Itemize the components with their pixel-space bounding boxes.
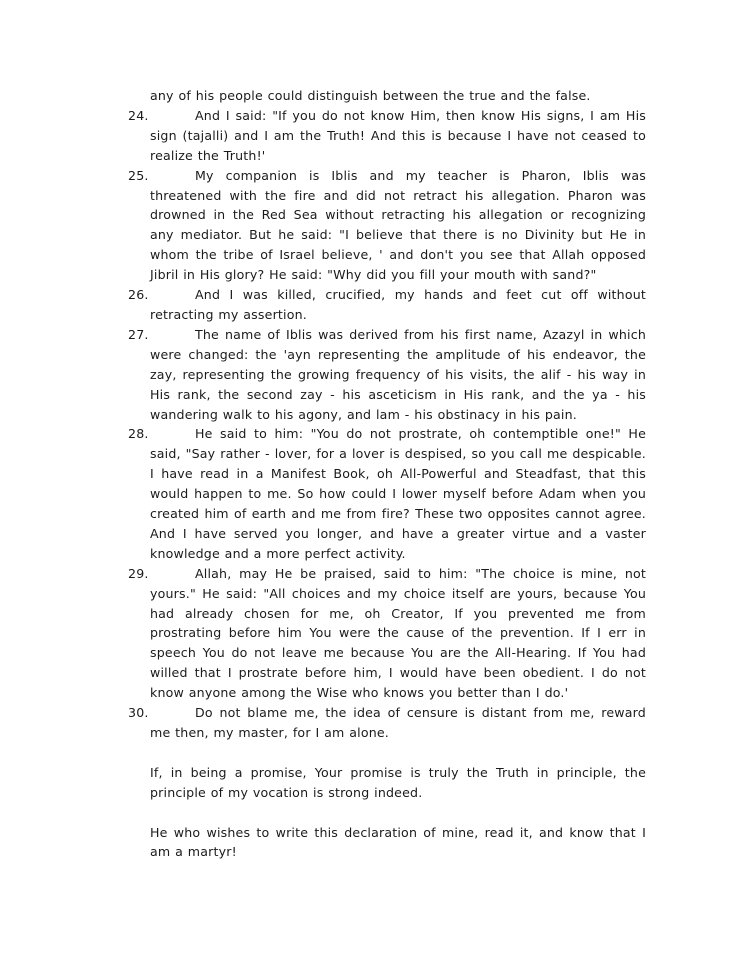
numbered-item-27 [128, 325, 646, 425]
text-column [128, 86, 646, 862]
item-text-27: The name of Iblis was derived from his first name, Azazyl in which were changed: the 'ayn representing the amplitude of his endeavor, the zay, representing the growing frequency of his visits, the alif - his way in His rank, the second zay - his asceticism in His rank, and the ya - his wandering walk to his agony, and lam - his obstinacy in his pain. [150, 326, 646, 422]
closing-paragraph-2: He who wishes to write this declaration of mine, read it, and know that I am a martyr! [150, 824, 646, 860]
item-number-24: 24. [128, 107, 149, 123]
item-text-26: And I was killed, crucified, my hands and feet cut off without retracting my assertion. [150, 287, 646, 322]
lead-paragraph: any of his people could distinguish between the true and the false. [150, 88, 591, 103]
paragraph-spacer-2 [128, 803, 646, 823]
item-text-29: Allah, may He be praised, said to him: "The choice is mine, not yours." He said: "All choices and my choice itself are yours, because You had already chosen for me, oh Creator, If you prevented me from prostrating before him You were the cause of the prevention. If I err in speech You do not leave me because You are the All-Hearing. If You had willed that I prostrate before him, I would have been obedient. I do not know anyone among the Wise who knows you better than I do.' [150, 565, 646, 701]
item-number-30: 30. [128, 705, 149, 721]
numbered-item-24 [128, 106, 646, 166]
item-number-28: 28. [128, 426, 149, 442]
item-number-29: 29. [128, 565, 149, 581]
closing-paragraph-1: If, in being a promise, Your promise is truly the Truth in principle, the principle of my vocation is strong indeed. [150, 764, 646, 800]
paragraph-spacer [128, 743, 646, 763]
item-number-27: 27. [128, 326, 149, 342]
numbered-item-29 [128, 564, 646, 703]
item-text-30: Do not blame me, the idea of censure is distant from me, reward me then, my master, for I am alone. [150, 705, 646, 740]
item-text-24: And I said: "If you do not know Him, then know His signs, I am His sign (tajalli) and I am the Truth! And this is because I have not ceased to realize the Truth!' [150, 107, 646, 163]
item-text-25: My companion is Iblis and my teacher is Pharon, Iblis was threatened with the fire and did not retract his allegation. Pharon was drowned in the Red Sea without retracting his allegation or recognizing any mediator. But he said: "I believe that there is no Divinity but He in whom the tribe of Israel believe, ' and don't you see that Allah opposed Jibril in His glory? He said: "Why did you fill your mouth with sand?" [150, 167, 646, 283]
numbered-item-30 [128, 703, 646, 743]
numbered-item-26 [128, 285, 646, 325]
item-number-26: 26. [128, 287, 149, 303]
item-number-25: 25. [128, 167, 149, 183]
item-text-28: He said to him: "You do not prostrate, oh contemptible one!" He said, "Say rather - lover, for a lover is despised, so you call me despicable. I have read in a Manifest Book, oh All-Powerful and Steadfast, that this would happen to me. So how could I lower myself before Adam when you created him of earth and me from fire? These two opposites cannot agree. And I have served you longer, and have a greater virtue and a vaster knowledge and a more perfect activity. [150, 426, 646, 561]
numbered-item-28 [128, 424, 646, 563]
numbered-item-25 [128, 166, 646, 285]
